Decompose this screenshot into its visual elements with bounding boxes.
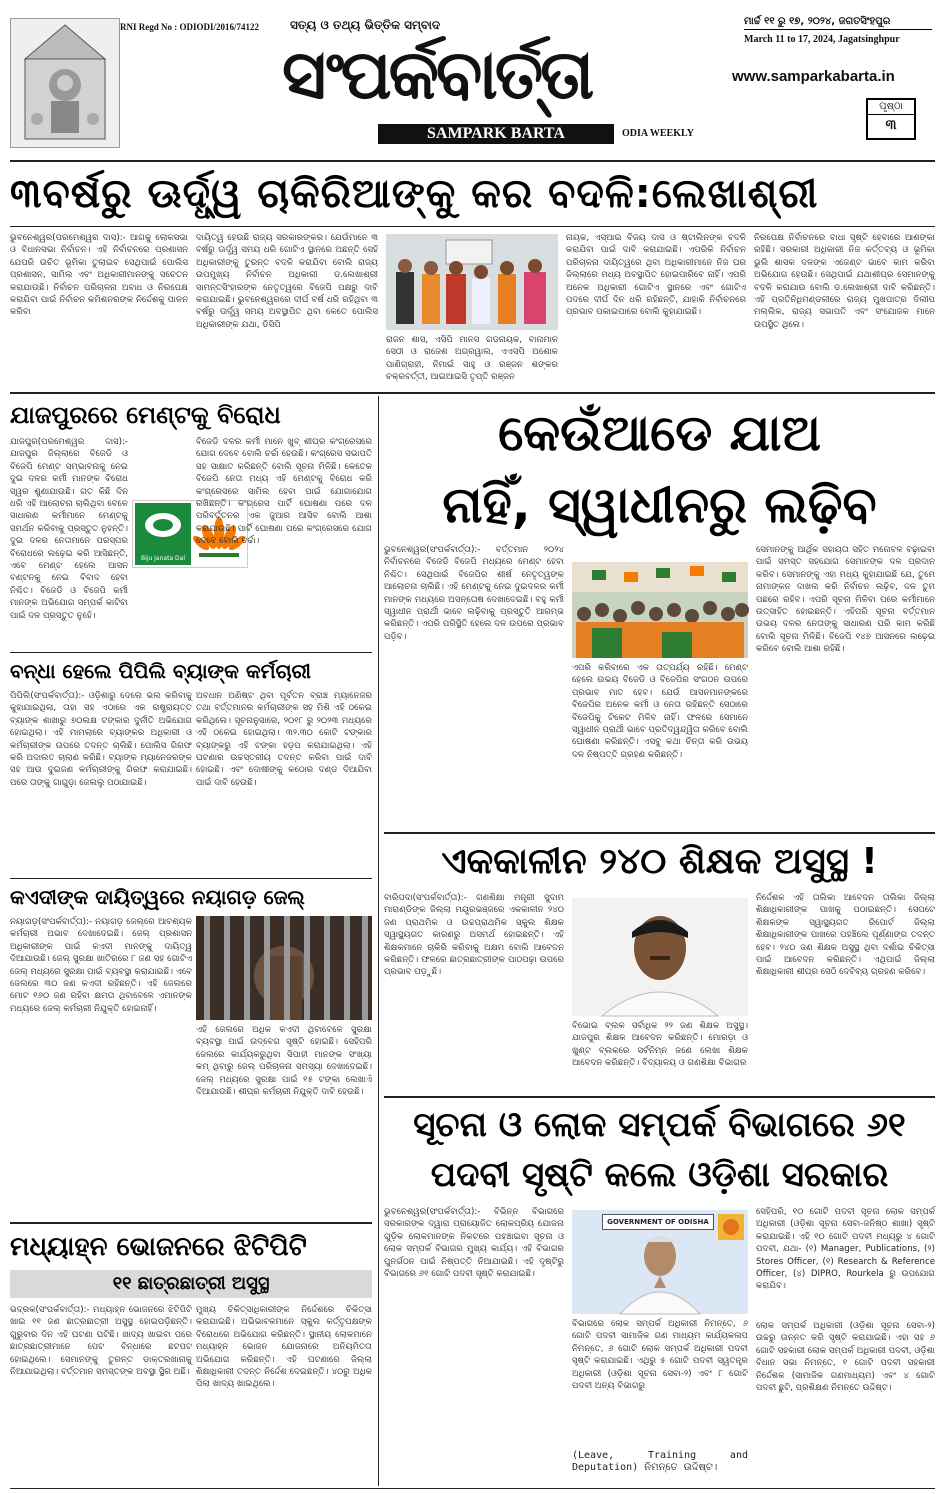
- teacher-col-3: ନିର୍ଦ୍ଦେଶକ ଏହି ତାଲିକା ଆବେଦନ ତାଲିକା ଜିଲ୍ଲା ଶିକ୍ଷାଧିକାରୀଙ୍କ ପାଖକୁ ପଠାଇଛନ୍ତି। ସେପଟେ ଶିକ୍ଷକଙ୍କ ସ୍ୱାସ୍ଥ୍ୟଗତ ରିପୋର୍ଟ ଜିଲ୍ଲା ଶିକ୍ଷାଧିକାରୀଙ୍କ ପାଖରେ ପହଞ୍ଚିଲେ ପୂର୍ଣ୍ଣାଙ୍ଗ ତଦନ୍ତ ହେବ। ୨୪୦ ଜଣ ଶିକ୍ଷକ ଅସୁସ୍ଥ ଥିବା ଦର୍ଶାଇ ଚିକିତ୍ସା ପାଇଁ ଆବେଦନ କରିଛନ୍ତି। ଏଥିପାଇଁ ଜିଲ୍ଲା ଶିକ୍ଷାଧିକାରୀ ଶୀଘ୍ର ସେଠି ଦେବିବ୍ୟ ଗ୍ରହଣ କରିବେ।: [756, 893, 935, 978]
- page-label: ପୃଷ୍ଠା: [868, 100, 914, 115]
- info-headline-line-2: ପଦବୀ ସୃଷ୍ଟି କଲେ ଓଡ଼ିଶା ସରକାର: [430, 1155, 889, 1195]
- pipili-headline: ବନ୍ଧା ହେଲେ ପିପିଲି ବ୍ୟାଙ୍କ କର୍ମଚାରୀ: [10, 659, 312, 683]
- keunthi-col-1: ଭୁବନେଶ୍ୱର(ସଂପର୍କବାର୍ତ୍ତା):- ବର୍ତ୍ତମାନ ୨୦୨୪ ନିର୍ବାଚନରେ ବିଜେଡି ବିଜେପି ମଧ୍ୟରେ ମେଣ୍ଟ ହେବା ନିଶ୍ଚିତ। ସେଥିପାଇଁ ବିଜେପିର ଶୀର୍ଷ ନେତୃତ୍ୱଙ୍କ ଆଲୋଚନା ଚାଲିଛି। ଏହି ମେଣ୍ଟକୁ ନେଇ ଦୁଇଦଳର କର୍ମୀ ମାନଙ୍କ ମଧ୍ୟରେ ଅସନ୍ତୋଷ ଦେଖାଦେଇଛି। ବହୁ କର୍ମୀ ସ୍ୱାଧୀନ ପ୍ରାର୍ଥୀ ଭାବେ ଲଢ଼ିବାକୁ ପ୍ରସ୍ତୁତି ଆରମ୍ଭ କରିଛନ୍ତି। ଏପରି ପରିସ୍ଥିତି ହେଲେ ଦଳ ଉପରେ ପ୍ରଭାବ ପଡ଼ିବ।: [384, 545, 564, 642]
- masthead: [0, 0, 945, 160]
- jail-bars-photo: [196, 916, 372, 1020]
- website-url[interactable]: www.samparkabarta.in: [732, 68, 895, 85]
- minister-portrait: [572, 898, 748, 1016]
- date-odia: ମାର୍ଚ୍ଚ ୧୧ ରୁ ୧୭, ୨୦୨୪, ଜଗତସିଂହପୁର: [744, 16, 932, 30]
- pipili-col-1: ପିପିଲି(ସଂପର୍କବାର୍ତ୍ତା):- ଓଡ଼ିଶାରୁ ଦେଲେ ଭଲ କରିବାକୁ କୁହାଯାଇଥିଲା, ତାହା ସହ ଏଠାରେ ଏକ ରାଷ୍ଟ୍ରାୟତ୍ତ ବ୍ୟାଙ୍କ ଶାଖାରୁ ୭୦ଲକ୍ଷ ଟଙ୍କାର ଦୁର୍ନୀତି ଅଭିଯୋଗ ହୋଇଥିଲା। ଏହି ମାମଲାରେ ବ୍ୟାଙ୍କର ଅଧିକାରୀ ଓ କର୍ମଚାରୀଙ୍କ ଉପରେ ତଦନ୍ତ ଚାଲିଛି। ପୋଲିସ ଗିରଫ କରି ଅଦାଲତ ଚାଲାଣ କରିଛି। ବ୍ୟାଙ୍କ ମ୍ୟାନେଜରଙ୍କ ସହ ଆଉ ଦୁଇଜଣ କର୍ମଚାରୀଙ୍କୁ ଗିରଫ କରାଯାଇଛି। ପରେ ତାଙ୍କୁ ଗାଗୁଡ଼ା ଜେଲଲୁ ପଠାଯାଇଛି।: [10, 691, 192, 788]
- logo-english: SAMPARK BARTA: [378, 124, 614, 144]
- jajpur-headline: ଯାଜପୁରରେ ମେଣ୍ଟକୁ ବିରୋଧ: [10, 401, 281, 429]
- lead-col-5: ନିରପେକ୍ଷ ନିର୍ବାଚନରେ ବାଧା ସୃଷ୍ଟି ହେବାରେ ଆଶଙ୍କା ରହିଛି। ସରକାରୀ ଅଧିକାରୀ ନିଜ କର୍ତ୍ତବ୍ୟ ଓ ଭୂମିକା ଭୁଲି ଶାସକ ଦଳଙ୍କ ଏଜେଣ୍ଟ ଭାବେ କାମ କରିବା ଅଭିଯୋଗ ହେଉଛି। ସେଥିପାଇଁ ଯଥାଶୀଘ୍ର ସେମାନଙ୍କୁ ବଦଳି କରାଯାଉ ବୋଲି ଡ.ଲେଖାଶ୍ରୀ ଦାବି କରିଛନ୍ତି। ଏହି ପ୍ରତିନିଧିମଣ୍ଡଳୀରେ ରାଜ୍ୟ ମୁଖପାତ୍ର ଦିଲୀପ ମଲ୍ଲିକ, ରାଜ୍ୟ ସଭାପତି ଏବଂ ସଂଯୋଜକ ମାନେ ଉପସ୍ଥିତ ଥିଲେ।: [754, 233, 935, 330]
- page-number: ୩: [885, 117, 897, 133]
- nayagarh-col-2: ଏହି ଜେଲରେ ଅଧିକ କଏଦୀ ଥିବାବେଳେ ସୁରକ୍ଷା ବ୍ୟବସ୍ଥା ପାଇଁ ଉଦ୍‌ବେଗ ସୃଷ୍ଟି ହୋଇଛି। ସେହିପରି ଜେଲରେ କାର୍ଯ୍ୟକରୁଥିବା ସିପାହୀ ମାନଙ୍କ ସଂଖ୍ୟା କମ୍ ଥିବାରୁ ଜେଲ୍ ପରିଚାଳନା ସମସ୍ୟା ଦେଖାଦେଇଛି। ଜେଲ୍ ମଧ୍ୟରେ ସୁରକ୍ଷା ପାଇଁ ୧୫ ଟଙ୍କା ଲେଖାଏଁ ଦିଆଯାଉଛି। ଶୀଘ୍ର କର୍ମଚାରୀ ନିଯୁକ୍ତି ଦାବି ହେଉଛି।: [196, 1025, 372, 1098]
- date-english: March 11 to 17, 2024, Jagatsinghpur: [744, 34, 900, 45]
- tagline: ସତ୍ୟ ଓ ତଥ୍ୟ ଭିତ୍ତିକ ସମ୍ବାଦ: [290, 18, 441, 32]
- keunthi-headline-line-1: କେଉଁଆଡେ ଯାଅ: [498, 404, 821, 462]
- deity-illustration: [10, 18, 120, 148]
- jajpur-col-2: ବିଜେଡି ଦଳର କର୍ମୀ ମାନେ ଖୁବ୍ ଶୀଘ୍ର କଂଗ୍ରେସରେ ଯୋଗ ଦେବେ ବୋଲି ଚର୍ଚ୍ଚା ହେଉଛି। କଂଗ୍ରେସ ସଭାପତି ସହ ସାକ୍ଷାତ କରିଛନ୍ତି ବୋଲି ସୂଚନା ମିଳିଛି। କେତେକ ବିଜେପି ନେତା ମଧ୍ୟ ଏହି ମେଣ୍ଟକୁ ବିରୋଧ କରି କଂଗ୍ରେସରେ ସାମିଲ ହେବା ପାଇଁ ଯୋଗାଯୋଗ ରଖିଛନ୍ତି। କଂଗ୍ରେସ ପାର୍ଟି ଘୋଷଣା ପରେ ଦଳ ପରିବର୍ତ୍ତନର ଏକ ଜୁଆର ଆସିବ ବୋଲି ଆଶା କରାଯାଉଛି। ପାର୍ଟି ଘୋଷଣା ପରେ କଂଗ୍ରେସରେ ଯୋଗ ଦେବେ ବୋଲି ଚର୍ଚ୍ଚା।: [196, 437, 372, 547]
- info-col-2-tail: (Leave, Training and Deputation) ନିମନ୍ତେ ଉଦ୍ଦିଷ୍ଟ।: [572, 1450, 748, 1474]
- lead-photo-caption: ରାଜନ ଶାସ, ଏସିପି ମାନସ ଗଡନାୟକ, ବାନାମାଳ ସେଠୀ ଓ ରାଜେଶ ଅଗ୍ରୱାଲ, ଏଏସପି ଅଶୋକ ପାଣିଗ୍ରାହୀ, ନିମାଇଁ ସାହୁ ଓ ରଞ୍ଜନ ଶଙ୍କର ଚକ୍ରବର୍ତ୍ତୀ, ଆଇଆଇସି ତୃପ୍ତି ରଞ୍ଜନ: [386, 335, 558, 383]
- nayagarh-headline: କଏଦୀଙ୍କ ଦାୟିତ୍ୱରେ ନୟାଗଡ଼ ଜେଲ୍: [10, 885, 305, 909]
- lead-col-4: ନାୟକ, ଏସ୍ଆଇ ବିଜୟ ଦାସ ଓ ଷ୍ଟାଲିନଙ୍କ ବଦଳି କରାଯିବା ପାଇଁ ଦାବି କରାଯାଇଛି। ଏପରିକି ନିର୍ବାଚନ ପରିଚାଳନା ଦାୟିତ୍ୱରେ ଥିବା ଅଧିକାରୀମାନେ ନିଜ ଘର ଜିଲ୍ଲାରେ ମଧ୍ୟ ଅବସ୍ଥାପିତ ହୋଇପାରିବେ ନାହିଁ। ଏପରି ଅନେକ ଅଧିକାରୀ ଗୋଟିଏ ସ୍ଥାନରେ ଏବଂ ଗୋଟିଏ ପଦରେ ଦୀର୍ଘ ଦିନ ଧରି ରହିଛନ୍ତି, ଯାହାକି ନିର୍ବାଚନରେ ପ୍ରଭାବ ପକାଇପାରେ ବୋଲି କୁହାଯାଇଛି।: [566, 233, 746, 318]
- midday-col-2: ମୁଖ୍ୟ ଚିକିତ୍ସାଧିକାରୀଙ୍କ ନିର୍ଦ୍ଦେଶରେ ଚିକିତ୍ସା କରାଯାଇଛି। ଅଭିଭାବକମାନେ ସ୍କୁଲ କର୍ତ୍ତୃପକ୍ଷଙ୍କ ବିରୋଧରେ ଅଭିଯୋଗ କରିଛନ୍ତି। ସ୍ଥାନୀୟ ଲୋକମାନେ ମଧ୍ୟାହ୍ନ ଭୋଜନ ଯୋଜନାରେ ଅନିୟମିତତା ଅଭିଯୋଗ କରିଛନ୍ତି। ଏହି ଘଟଣାରେ ଜିଲ୍ଲା ଶିକ୍ଷାଧିକାରୀ ତଦନ୍ତ ନିର୍ଦ୍ଦେଶ ଦେଇଛନ୍ତି। ୪୦ରୁ ଅଧିକ ପିଲା ଖାଦ୍ୟ ଖାଇଥିଲେ।: [196, 1305, 372, 1390]
- midday-headline: ମଧ୍ୟାହ୍ନ ଭୋଜନରେ ଝିଟିପିଟି: [10, 1232, 307, 1262]
- keunthi-col-2: ଏପରି କରିବାରେ ଏକ ତାତ୍ପର୍ଯ୍ୟ ରହିଛି। ମେଣ୍ଟ ହେଲେ ଉଭୟ ବିଜେଡି ଓ ବିଜେପିର ସଂଗଠନ ଉପରେ ପ୍ରଭାବ ମାତ ହେବ। ଯେଉଁ ଆସନମାନଙ୍କରେ ବିଜେପିର ଅନେକ କର୍ମୀ ଓ ନେତା ରହିଛନ୍ତି ସେଠାରେ ବିଜେପିକୁ ଟିକେଟ ମିଳିବ ନାହିଁ। ଫଳରେ ସେମାନେ ସ୍ୱାଧୀନ ପ୍ରାର୍ଥୀ ଭାବେ ପ୍ରତିଦ୍ୱନ୍ଦ୍ୱିତା କରିବେ ବୋଲି ଘୋଷଣା କରିଛନ୍ତି। ଏସବୁ କଥା ଚିନ୍ତା କରି ଉଭୟ ଦଳ ନିଷ୍ପତ୍ତି ଗ୍ରହଣ କରିଛନ୍ତି।: [572, 663, 748, 760]
- keunthi-col-3: ସେମାନଙ୍କୁ ଆର୍ଥିକ ସହାୟତା ସହିତ ମନୋବଳ ବଢ଼ାଇବା ପାଇଁ ସମସ୍ତ ସହଯୋଗ ସେମାନଙ୍କ ଦଳ ପ୍ରଦାନ କରିବ। ସେମାନଙ୍କୁ ଏହା ମଧ୍ୟ କୁହାଯାଇଛି ଯେ, ତୁମେ ନାମାଙ୍କନ ଦାଖଲ କରି ନିର୍ବାଚନ ଲଢ଼ିବ, ଦଳ ତୁମ ପଛରେ ରହିବ। ଏପରି ସୂଚନା ମିଳିବା ପରେ କର୍ମୀମାନେ ଉତ୍ସାହିତ ହୋଇଛନ୍ତି। ଏହିପରି ସୂଚନା ବର୍ତ୍ତମାନ ଉଭୟ ଦଳର ନେତାଙ୍କୁ ସାଧାରଣ ଘରି କାମ କରିଛି ବୋଲି ସୂଚନା ମିଳିଛି। ବିଜେପି ୧୪୭ ଆସନରେ ଲଢ଼େଇ କରିବେ ବୋଲି ଆଶା ରହିଛି।: [756, 545, 935, 655]
- info-col-2: ବିଭାଗରେ ଲୋକ ସମ୍ପର୍କ ଅଧିକାରୀ ନିମନ୍ତେ, ୬ ଗୋଟି ପଦବୀ ସାମାଜିକ ଗଣ ମାଧ୍ୟମ କାର୍ଯ୍ୟକଳାପ ନିମନ୍ତେ, ୬ ଗୋଟି ଲୋକ ସମ୍ପର୍କ ଅଧିକାରୀ ପଦବୀ ସୃଷ୍ଟି କରାଯାଇଛି। ଏଥିରୁ ୫ ଗୋଟି ପଦବୀ ସ୍ୱତନ୍ତ୍ର ଅଧିକାରୀ (ଓଡ଼ିଶା ସୂଚନା ସେବା-୨) ଏବଂ ୮ ଗୋଟି ପଦବୀ ଅନ୍ୟ ବିଭାଗରୁ: [572, 1319, 748, 1392]
- teacher-headline: ଏକକାଳୀନ ୨୪୦ ଶିକ୍ଷକ ଅସୁସ୍ଥ !: [441, 841, 878, 882]
- pipili-col-2: ଅବଧାନ ଅଣିଷ୍ଟ ଥିବା ପୂର୍ବତନ ବ୍ରାଞ୍ଚ ମ୍ୟାନେଜର ତଥା ବର୍ତ୍ତମାନର କର୍ମଚାରୀଙ୍କ ସହ ମିଶି ଏହି ଠକେଇ କରିଥିଲେ। ସୂଚନାନୁସାରେ, ୨୦୧୮ ରୁ ୨୦୨୩ ମଧ୍ୟରେ ଏହି ଠକେଇ ହୋଇଥିଲା। ୩୨.୩୦ କୋଟି ଟଙ୍କାର ବ୍ୟାଙ୍କରୁ ଏହି ଟଙ୍କା ହଡ଼ପ କରାଯାଇଥିଲା। ଏହି ଘଟଣାର ଉଚ୍ଚସ୍ତରୀୟ ତଦନ୍ତ କରିବା ପାଇଁ ଦାବି ହୋଇଛି। ଏବଂ ଦୋଷୀଙ୍କୁ କଠୋର ଦଣ୍ଡ ଦିଆଯିବା ପାଇଁ ଦାବି ହେଉଛି।: [196, 691, 372, 788]
- info-col-3b: ଲୋକ ସମ୍ପର୍କ ଅଧିକାରୀ (ଓଡ଼ିଶା ସୂଚନା ସେବା-୨) ଉଚ୍ଚରୁ ଉନ୍ନତ କରି ସୃଷ୍ଟି କରାଯାଇଛି। ଏହା ସହ ୬ ଗୋଟି ସହକାରୀ ଲୋକ ସମ୍ପର୍କ ଅଧିକାରୀ ପଦବୀ, ଓଡ଼ିଶା ବିଧାନ ସଭା ନିମନ୍ତେ, ୧ ଗୋଟି ପଦବୀ ସହକାରୀ ନିର୍ଦ୍ଦେଶକ (ସାମାଜିକ ଗଣମାଧ୍ୟମ) ଏବଂ ୪ ଗୋଟି ପଦବୀ ଛୁଟି, ପ୍ରଶିକ୍ଷଣ ନିମନ୍ତେ ଉଦ୍ଦିଷ୍ଟ।: [756, 1321, 935, 1394]
- info-col-3a: ସେହିପରି, ୧୦ ଗୋଟି ପଦବୀ ସୂଚନା ଲୋକ ସମ୍ପର୍କ ଅଧିକାରୀ (ଓଡ଼ିଶା ସୂଚନା ସେବା-ଜନିଷ୍ଠ ଶାଖା) ସୃଷ୍ଟି କରାଯାଇଛି। ଏହି ୧୦ ଗୋଟି ପଦବୀ ମଧ୍ୟରୁ ୪ ଗୋଟି ପଦବୀ, ଯଥା- (୧) Manager, Publications, (୨) Stores Officer, (୧) Research & Reference Officer, (୪) DIPRO, Rourkela ରୁ ଉପଯୋଗ କରାଯିବ।: [756, 1207, 935, 1292]
- chief-minister-photo: [572, 1210, 748, 1314]
- midday-col-1: ଭଦ୍ରକ(ସଂପର୍କବାର୍ତ୍ତା):- ମଧ୍ୟାହ୍ନ ଭୋଜନରେ ଝିଟିପିଟି ଖାଇ ୧୧ ଜଣ ଛାତ୍ରଛାତ୍ରୀ ଅସୁସ୍ଥ ହୋଇପଡ଼ିଛନ୍ତି। ଗୁରୁବାର ଦିନ ଏହି ଘଟଣା ଘଟିଛି। ଖାଦ୍ୟ ଖାଇବା ପରେ ଛାତ୍ରଛାତ୍ରୀମାନେ ପେଟ ବିନ୍ଧାରେ ଛଟପଟ ହୋଇଥିଲେ। ସେମାନଙ୍କୁ ତୁରନ୍ତ ଡାକ୍ତରଖାନାକୁ ନିଆଯାଇଥିଲା। ବର୍ତ୍ତମାନ ସମସ୍ତଙ୍କ ଅବସ୍ଥା ସ୍ଥିର ଅଛି।: [10, 1305, 192, 1378]
- bjd-logo-label: Biju Janata Dal: [141, 555, 185, 562]
- jajpur-col-1b: [10, 568, 192, 628]
- lead-headline: ୩ବର୍ଷରୁ ଊର୍ଦ୍ଧ୍ୱ ଚାକିରିଆଙ୍କୁ କର ବଦଳି:ଲେଖାଶ୍ରୀ: [10, 171, 819, 217]
- page-number-box: [866, 98, 916, 140]
- bjd-logo: [135, 503, 191, 565]
- edition-label: ODIA WEEKLY: [622, 128, 694, 139]
- keunthi-headline-line-2: ନାହିଁ, ସ୍ୱାଧୀନରୁ ଲଢ଼ିବ: [442, 476, 877, 534]
- govt-banner: GOVERNMENT OF ODISHA: [602, 1214, 714, 1230]
- info-col-1: ଭୁବନେଶ୍ୱର(ସଂପର୍କବାର୍ତ୍ତା):- ବିଭିନ୍ନ ବିଭାଗରେ ସରକାରଙ୍କ ଦ୍ୱାରା ପ୍ରାୟୋଜିତ ଲୋକପ୍ରିୟ ଯୋଜନା ଗୁଡ଼ିକ ଲୋକମାନଙ୍କ ନିକଟରେ ପହଞ୍ଚାଇବା ସୂଚନା ଓ ଲୋକ ସମ୍ପର୍କ ବିଭାଗର ମୁଖ୍ୟ କାର୍ଯ୍ୟ। ଏହି ବିଭାଗର ପୁନର୍ଗଠନ ପାଇଁ ନିଷ୍ପତ୍ତି ନିଆଯାଇଛି। ଏହି ଦୃଷ୍ଟିରୁ ବିଭାଗରେ ୬୧ ଗୋଟି ପଦବୀ ସୃଷ୍ଟି କରାଯାଇଛି।: [384, 1207, 564, 1280]
- nayagarh-col-1: ନୟାଗଡ଼(ସଂପର୍କବାର୍ତ୍ତା):- ନୟାଗଡ଼ ଜେଲ୍‌ରେ ଆବଶ୍ୟକ କର୍ମଚାରୀ ଅଭାବ ଦେଖାଦେଇଛି। ଜେଲ୍ ପ୍ରଶାସନ ଅଧିକାରୀଙ୍କ ପାଇଁ କଏଦୀ ମାନଙ୍କୁ ଦାୟିତ୍ୱ ଦିଆଯାଉଛି। ଜେଲ୍ ସୁରକ୍ଷା ଖାତିରରେ ୮ ଜଣ ସହ ଗୋଟିଏ ଜେଲ୍ ମଧ୍ୟରେ ସୁରକ୍ଷା ପାଇଁ ବ୍ୟବସ୍ଥା କରାଯାଇଛି। ଏବେ ଜେଲରେ ୩୦ ଜଣ କଏଦୀ ରହିଛନ୍ତି। ଏହି ଜେଲରେ ମୋଟ ୧୬୦ ଜଣ ରହିବା କ୍ଷମତା ଥିବାବେଳେ ଏମାନଙ୍କ ମଧ୍ୟରେ ଜେଲ୍ କର୍ମଚାରୀ ନିଯୁକ୍ତି ହୋଇନାହିଁ।: [10, 917, 192, 1014]
- midday-subheadline: ୧୧ ଛାତ୍ରଛାତ୍ରୀ ଅସୁସ୍ଥ: [10, 1270, 372, 1298]
- lead-photo: [386, 234, 558, 330]
- teacher-photo-caption: ବିଭୋଇ ବ୍ଲକ ସର୍ବାଧିକ ୨୨ ଜଣ ଶିକ୍ଷକ ଅସୁସ୍ଥ। ଯାଜପୁର ଶିକ୍ଷକ ଆବେଦନ କରିଛନ୍ତି। ମୋରଡ଼ା ଓ ଖୁଣ୍ଟ ବ୍ଲକରେ ସର୍ବନିମ୍ନ ଜଣେ ଲେଖା ଶିକ୍ଷକ ଆବେଦନ କରିଛନ୍ତି। ବିଦ୍ୟାଳୟ ଓ ଗଣଶିକ୍ଷା ବିଭାଗର: [572, 1021, 748, 1069]
- rally-crowd-photo: [572, 562, 748, 658]
- info-headline-line-1: ସୂଚନା ଓ ଲୋକ ସମ୍ପର୍କ ବିଭାଗରେ ୬୧: [413, 1105, 906, 1145]
- lead-col-2: ଦାୟିତ୍ୱ ହେଉଛି ରାଜ୍ୟ ସରକାରଙ୍କର। ଯେଉଁମାନେ ୩ ବର୍ଷରୁ ଊର୍ଦ୍ଧ୍ୱ ସମୟ ଧରି ଗୋଟିଏ ସ୍ଥାନରେ ଅଛନ୍ତି ସେହି ଅଧିକାରୀଙ୍କୁ ତୁରନ୍ତ ବଦଳି କରାଯିବା ବୋଲି ରାଜ୍ୟ ଉପମୁଖ୍ୟ ନିର୍ବାଚନ ଅଧିକାରୀ ଡ.ଲେଖାଶ୍ରୀ ସାମନ୍ତସିଂହାରଙ୍କ ନେତୃତ୍ୱରେ ବିଜେପି ପକ୍ଷରୁ ଦାବି କରାଯାଇଛି। ଭୁବନେଶ୍ୱରରେ ଦୀର୍ଘ ବର୍ଷ ଧରି ରହିଥିବା ୩ ବର୍ଷରୁ ଊର୍ଦ୍ଧ୍ୱ ସମୟ ଅବସ୍ଥାପିତ ଥିବା କେତେ ପୋଲିସ ଅଧିକାରୀଙ୍କ ଯଥା, ଡିସିପି: [196, 233, 378, 330]
- jajpur-col-1: ଯାଜପୁର(ପରମେଶ୍ୱର ଦାସ):- ଯାଜପୁର ଜିଲ୍ଲାରେ ବିଜେଡି ଓ ବିଜେପି ମେଣ୍ଟ ସମ୍ଭାବନାକୁ ନେଇ ଦୁଇ ଦଳର କର୍ମୀ ମାନଙ୍କ ବିରୋଧ ସ୍ୱର ଶୁଣାଯାଉଛି। ଗତ କିଛି ଦିନ ଧରି ଏହି ଆଲୋଚନା ଚାଲିଥିବା ବେଳେ ସାଧାରଣ କର୍ମୀମାନେ ମେଣ୍ଟକୁ ସମର୍ଥନ କରିବାକୁ ପ୍ରସ୍ତୁତ ନୁହନ୍ତି। ଦୁଇ ଦଳର ନେତାମାନେ ପରସ୍ପର ବିରୋଧରେ ଲଢ଼େଇ କରି ଆସିଛନ୍ତି, ଏବେ ମେଣ୍ଟ ହେଲେ ଆସନ ବଣ୍ଟନକୁ ନେଇ ବିବାଦ ହେବା ନିଶ୍ଚିତ। ବିଜେଡି ଓ ବିଜେପି କର୍ମୀ ମାନଙ୍କ ଅଭିଯୋଗ ସମ୍ପର୍କ କାଟିବା ପାଇଁ ଦଳ ପ୍ରସ୍ତୁତ ନୁହେଁ।: [10, 437, 128, 621]
- teacher-col-1: ବାରିପଦା(ସଂପର୍କବାର୍ତ୍ତା):- ଗଣଶିକ୍ଷା ମନ୍ତ୍ରୀ ସୁଦାମ ମାରାଣ୍ଡିଙ୍କ ଜିଲ୍ଲା ମୟୂରଭଞ୍ଜରେ ଏକକାଳୀନ ୨୪୦ ଜଣ ପ୍ରାଥମିକ ଓ ଉଚ୍ଚପ୍ରାଥମିକ ସ୍କୁଲ ଶିକ୍ଷକ ସ୍ୱାସ୍ଥ୍ୟଗତ କାରଣରୁ ଅସମର୍ଥ ହୋଇଛନ୍ତି। ଏହି ଶିକ୍ଷକମାନେ ଚାକିରି କରିବାକୁ ଅକ୍ଷମ ବୋଲି ଆବେଦନ କରିଛନ୍ତି। ଫଳରେ ଛାତ୍ରଛାତ୍ରୀଙ୍କ ପାଠପଢ଼ା ଉପରେ ପ୍ରଭାବ ପଡ଼ୁଛି।: [384, 893, 564, 978]
- logo-odia: ସଂପର୍କବାର୍ତ୍ତା: [282, 36, 592, 115]
- rni-registration: RNI Regd No : ODIODI/2016/74122: [120, 22, 260, 32]
- lead-col-1: ଭୁବନେଶ୍ୱର(ପରମେଶ୍ୱର ଦାସ):- ଆଗକୁ ଲୋକସଭା ଓ ବିଧାନସଭା ନିର୍ବାଚନ। ଏହି ନିର୍ବାଚନରେ ପ୍ରଶାସନ ଯେପରି ଉଚିତ ଭୂମିକା ତୁଲାଇବ ସେଥିପାଇଁ ପୋଲିସ ପ୍ରଶାସନ, ସାମିଲ ଏବଂ ଅଧିକାରୀମାନଙ୍କୁ ସଚେତନ କରାଯାଉଛି। ନିର୍ବାଚନ ପରିଚାଳନା ଅବାଧ ଓ ନିରପେକ୍ଷ କରାଯିବା ପାଇଁ ନିର୍ବାଚନ କମିଶନରଙ୍କ ନିର୍ଦ୍ଦେଶକୁ ପାଳନ କରିବା: [10, 233, 188, 318]
